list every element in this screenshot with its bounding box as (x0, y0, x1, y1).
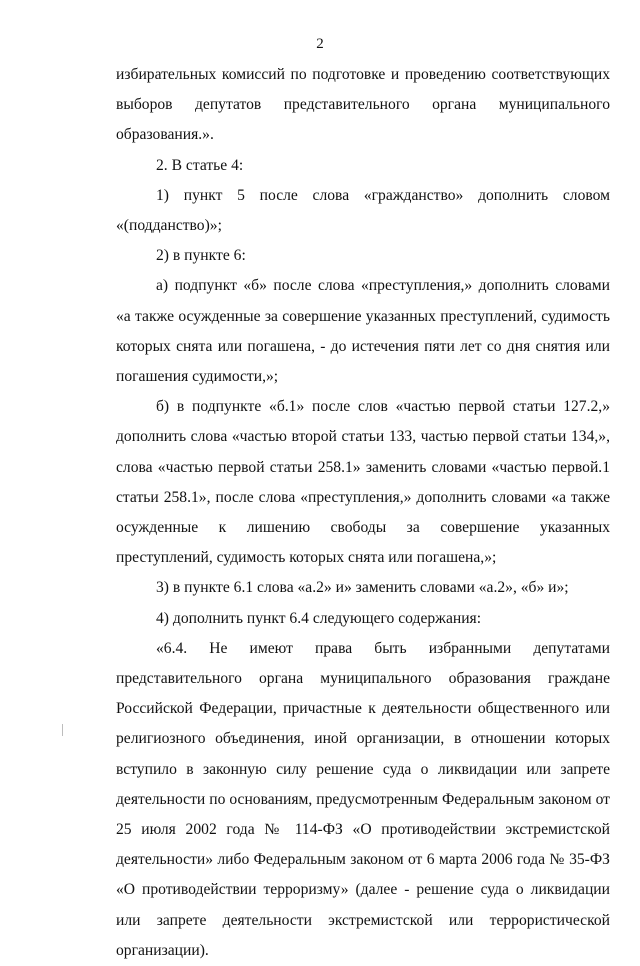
paragraph-6: б) в подпункте «б.1» после слов «частью первой статьи 127.2,» дополнить слова «частью второй статьи 133, частью первой статьи 134,», слова «частью первой статьи 258.1» заменить словами «частью первой.1 статьи 258.1», после слова «преступления,» дополнить словами «а также осужденные к лишению свободы за совершение указанных преступлений, судимость которых снята или погашена,»; (116, 398, 610, 567)
paragraph-8: 4) дополнить пункт 6.4 следующего содержания: (156, 609, 482, 627)
document-body (116, 60, 610, 966)
paragraph-2: 2. В статье 4: (156, 156, 244, 174)
scan-margin-mark (62, 724, 63, 736)
paragraph-7: 3) в пункте 6.1 слова «а.2» и» заменить словами «а.2», «б» и»; (156, 579, 569, 597)
paragraph-9: «6.4. Не имеют права быть избранными депутатами представительного органа муниципального образования граждане Российской Федерации, причастные к деятельности общественного или религиозного объединения, иной организации, в отношении которых вступило в законную силу решение суда о ликвидации или запрете деятельности по основаниям, предусмотренным Федеральным законом от 25 июля 2002 года № 114-ФЗ «О противодействии экстремистской деятельности» либо Федеральным законом от 6 марта 2006 года № 35-ФЗ «О противодействии терроризму» (далее - решение суда о ликвидации или запрете деятельности экстремистской или террористической организации). (116, 639, 610, 959)
page-number: 2 (316, 36, 324, 52)
paragraph-3: 1) пункт 5 после слова «гражданство» дополнить словом «(подданство)»; (116, 186, 610, 235)
paragraph-1: избирательных комиссий по подготовке и проведению соответствующих выборов депутатов представительного органа муниципального образования.». (116, 66, 610, 144)
paragraph-4: 2) в пункте 6: (156, 247, 246, 265)
paragraph-5: а) подпункт «б» после слова «преступления,» дополнить словами «а также осужденные за совершение указанных преступлений, судимость которых снята или погашена, - до истечения пяти лет со дня снятия или погашения судимости,»; (116, 277, 610, 386)
